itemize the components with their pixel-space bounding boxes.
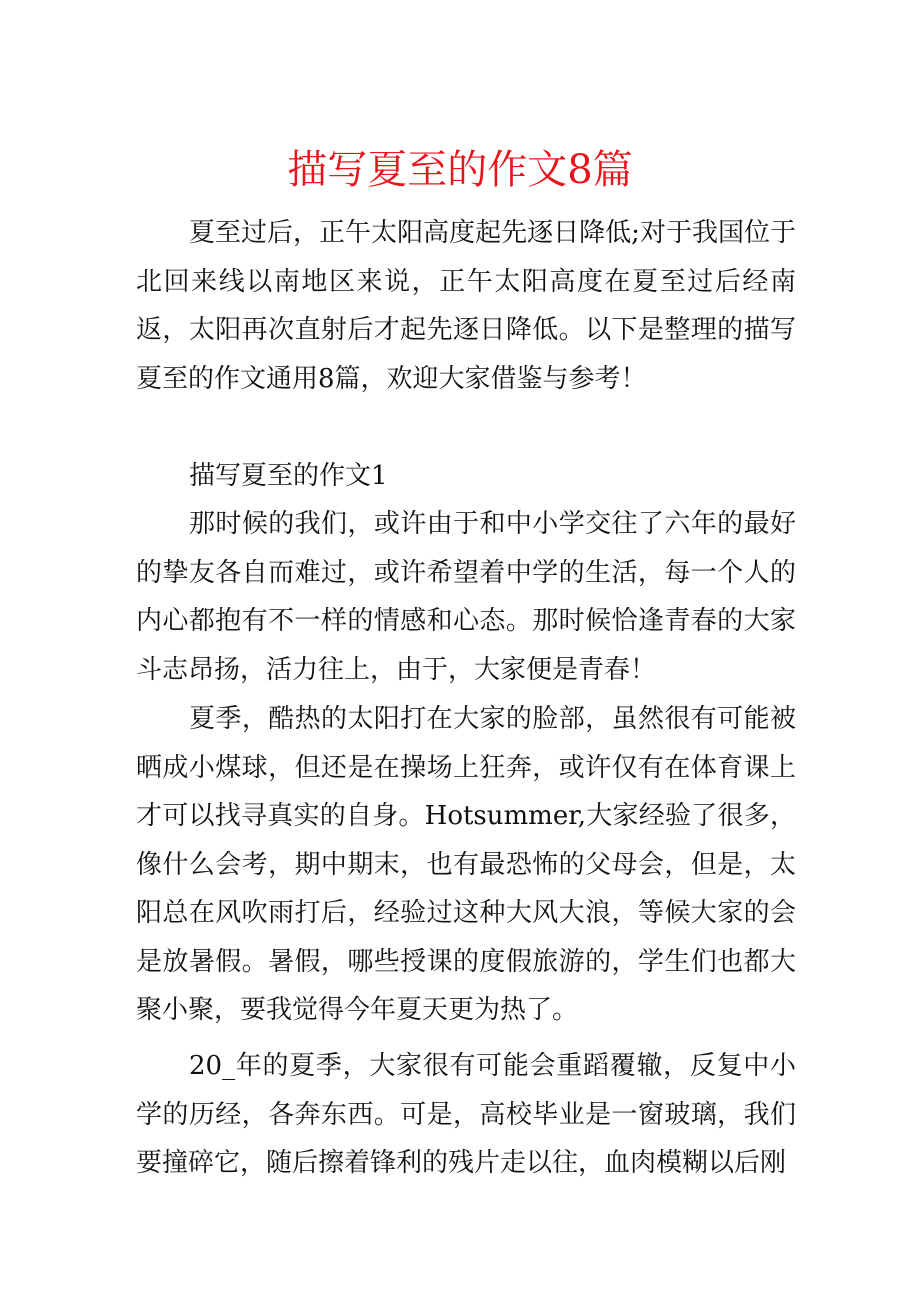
document-title: 描写夏至的作文8篇: [287, 147, 633, 193]
paragraph-2: 夏季，酷热的太阳打在大家的脸部，虽然很有可能被晒成小煤球，但还是在操场上狂奔，或许仅有在体育课上才可以找寻真实的自身。Hotsummer,大家经验了很多，像什么会考，期中期末，也有最恐怖的父母会，但是，太阳总在风吹雨打后，经验过这种大风大浪，等候大家的会是放暑假。暑假，哪些授课的度假旅游的，学生们也都大聚小聚，要我觉得今年夏天更为热了。: [136, 704, 796, 1025]
section-heading: 描写夏至的作文1: [189, 461, 388, 491]
paragraph-1: 那时候的我们，或许由于和中小学交往了六年的最好的挚友各自而难过，或许希望着中学的生活，每一个人的内心都抱有不一样的情感和心态。那时候恰逢青春的大家斗志昂扬，活力往上，由于，大家便是青春！: [136, 509, 796, 685]
intro-paragraph: 夏至过后，正午太阳高度起先逐日降低;对于我国位于北回来线以南地区来说，正午太阳高度在夏至过后经南返，太阳再次直射后才起先逐日降低。以下是整理的描写夏至的作文通用8篇，欢迎大家借鉴与参考！: [136, 218, 796, 394]
paragraph-3: 20_年的夏季，大家很有可能会重蹈覆辙，反复中小学的历经，各奔东西。可是，高校毕业是一窗玻璃，我们要撞碎它，随后擦着锋利的残片走以往，血肉模糊以后刚: [136, 1051, 796, 1178]
